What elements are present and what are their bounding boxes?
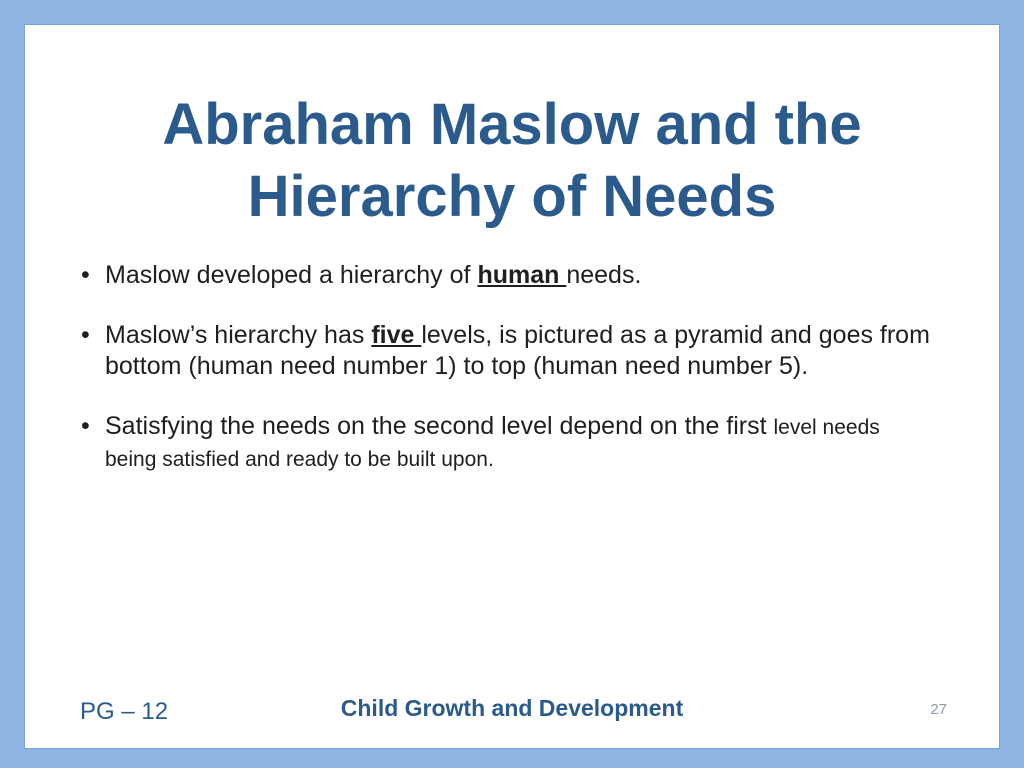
bullet-item (81, 260, 931, 291)
slide-page-number: 27 (930, 701, 947, 718)
bullet-text: levels, is pictured as a pyramid and goes from bottom (human need number 1) to top (human need number 5). (105, 321, 930, 380)
bullet-emphasis: five (371, 321, 422, 349)
slide (25, 25, 999, 748)
bullet-dot: • (81, 261, 90, 289)
bullet-text-small: level needs being satisfied and ready to be built upon. (105, 416, 880, 471)
bullet-text: Maslow’s hierarchy has (105, 321, 372, 349)
bullet-list (81, 260, 931, 504)
bullet-text: needs. (566, 261, 642, 289)
bullet-item (81, 320, 931, 382)
slide-title-line-1: Abraham Maslow and the (162, 92, 862, 157)
bullet-emphasis: human (477, 261, 567, 289)
bullet-dot: • (81, 321, 90, 349)
bullet-item (81, 411, 931, 475)
footer-course-code: PG – 12 (80, 698, 169, 725)
bullet-text: Satisfying the needs on the second level depend on the first (105, 412, 774, 440)
bullet-text: Maslow developed a hierarchy of (105, 261, 478, 289)
slide-title (25, 89, 999, 233)
bullet-dot: • (81, 412, 90, 440)
slide-title-line-2: Hierarchy of Needs (247, 164, 777, 229)
footer-course-title: Child Growth and Development (340, 695, 684, 721)
